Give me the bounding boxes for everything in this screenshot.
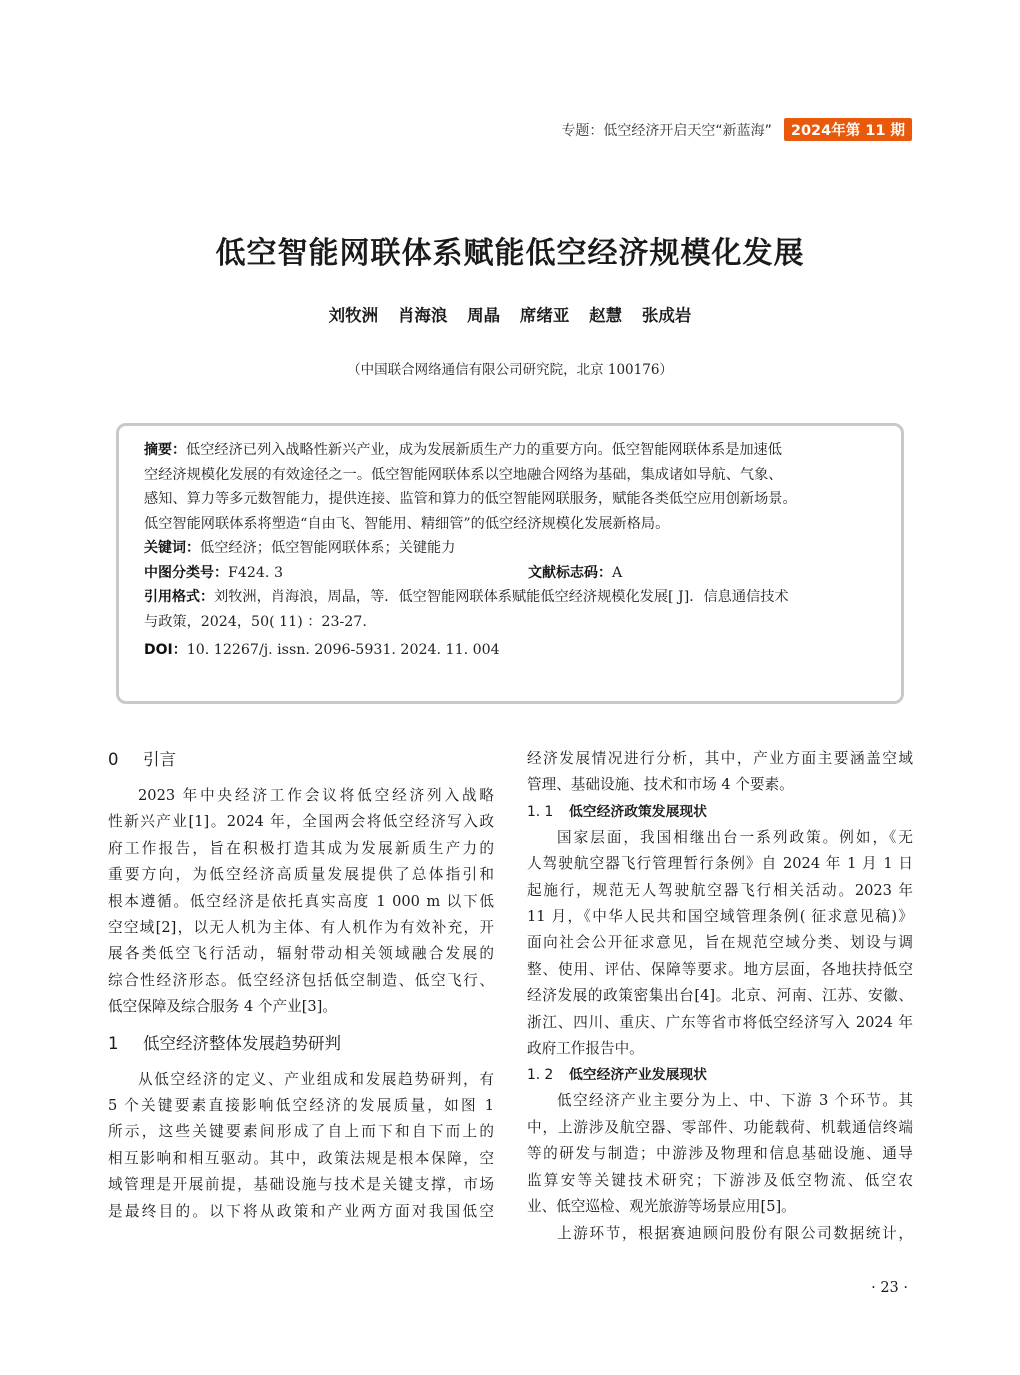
section-number: 1 — [108, 1033, 119, 1053]
paragraph-line: 管理、基础设施、技术和市场 4 个要素。 — [527, 776, 794, 794]
paragraph-line: 整、使用、评估、保障等要求。地方层面，各地扶持低空 — [527, 960, 913, 978]
paragraph-line: 上游环节，根据赛迪顾问股份有限公司数据统计， — [557, 1224, 913, 1242]
doi-line — [144, 638, 877, 663]
subsection-number: 1. 1 — [527, 803, 554, 820]
keywords-label: 关键词： — [144, 540, 200, 556]
running-header — [561, 118, 912, 141]
citation-line: 与政策，2024，50( 11) ：23-27. — [144, 613, 367, 630]
section-heading — [108, 1031, 494, 1057]
paragraph-line: 域管理是开展前提，基础设施与技术是关键支撑，市场 — [108, 1176, 494, 1194]
citation-label: 引用格式： — [144, 589, 214, 605]
paragraph-line: 所示，这些关键要素间形成了自上而下和自下而上的 — [108, 1123, 494, 1141]
clc-label: 中图分类号： — [144, 564, 228, 581]
section-title: 低空经济整体发展趋势研判 — [143, 1033, 341, 1053]
author: 刘牧洲 — [328, 306, 379, 325]
issue-badge: 2024年第 11 期 — [784, 118, 912, 141]
abstract-line — [144, 438, 877, 463]
page-number: · 23 · — [871, 1280, 908, 1296]
abstract-label: 摘要： — [144, 442, 186, 458]
author: 周晶 — [467, 306, 501, 325]
paragraph-line: 从低空经济的定义、产业组成和发展趋势研判，有 — [138, 1070, 494, 1088]
paragraph-line: 重要方向，为低空经济高质量发展提供了总体指引和 — [108, 866, 494, 884]
paragraph-line: 11 月，《中华人民共和国空域管理条例( 征求意见稿)》 — [527, 908, 913, 926]
citation-line — [144, 585, 877, 610]
paragraph-line: 展各类低空飞行活动，辐射带动相关领域融合发展的 — [108, 945, 494, 963]
left-column — [108, 746, 494, 1225]
paragraph-line: 国家层面，我国相继出台一系列政策。例如，《无 — [557, 828, 913, 846]
classification-row — [144, 561, 877, 586]
subsection-number: 1. 2 — [527, 1067, 554, 1084]
subsection-heading — [527, 1062, 913, 1088]
author: 赵慧 — [589, 306, 623, 325]
paragraph-line: 低空保障及综合服务 4 个产业[3]。 — [108, 998, 337, 1016]
paragraph-line: 业、低空巡检、观光旅游等场景应用[5]。 — [527, 1198, 796, 1216]
abstract-line: 低空智能网联体系将塑造“自由飞、智能用、精细管”的低空经济规模化发展新格局。 — [144, 515, 670, 532]
doi-label: DOI： — [144, 642, 187, 658]
paragraph-line: 根本遵循。低空经济是依托真实高度 1 000 m 以下低 — [108, 892, 494, 910]
subsection-title: 低空经济政策发展现状 — [569, 803, 707, 820]
keywords-text: 低空经济；低空智能网联体系；关键能力 — [200, 540, 456, 556]
abstract-text: 低空经济已列入战略性新兴产业，成为发展新质生产力的重要方向。低空智能网联体系是加速低 — [186, 442, 782, 458]
keywords-line — [144, 536, 877, 561]
paragraph-line: 空空域[2]，以无人机为主体、有人机作为有效补充，开 — [108, 919, 494, 937]
paragraph-line: 面向社会公开征求意见，旨在规范空域分类、划设与调 — [527, 934, 913, 952]
section-title: 引言 — [143, 750, 176, 769]
paragraph-line: 浙江、四川、重庆、广东等省市将低空经济写入 2024 年 — [527, 1013, 913, 1031]
clc-value: F424. 3 — [228, 564, 283, 581]
paragraph-line: 是最终目的。以下将从政策和产业两方面对我国低空 — [108, 1202, 494, 1220]
section-number: 0 — [108, 750, 119, 769]
paragraph-line: 府工作报告，旨在积极打造其成为发展新质生产力的 — [108, 839, 494, 857]
abstract-line: 感知、算力等多元数智能力，提供连接、监管和算力的低空智能网联服务，赋能各类低空应用创新场景。 — [144, 491, 797, 507]
paragraph-line: 经济发展的政策密集出台[4]。北京、河南、江苏、安徽、 — [527, 987, 913, 1005]
doc-code-label: 文献标志码： — [528, 564, 612, 581]
paragraph-line: 中，上游涉及航空器、零部件、功能载荷、机载通信终端 — [527, 1118, 913, 1136]
subsection-title: 低空经济产业发展现状 — [569, 1067, 707, 1084]
paragraph-line: 监算安等关键技术研究；下游涉及低空物流、低空农 — [527, 1171, 913, 1189]
paper-title: 低空智能网联体系赋能低空经济规模化发展 — [215, 236, 805, 271]
paragraph-line: 人驾驶航空器飞行管理暂行条例》自 2024 年 1 月 1 日 — [527, 855, 913, 873]
section-heading — [108, 747, 494, 773]
subsection-heading — [527, 799, 913, 825]
doc-code-value: A — [612, 564, 623, 581]
special-topic-label: 专题：低空经济开启天空“新蓝海” — [561, 122, 772, 139]
paragraph-line: 起施行，规范无人驾驶航空器飞行相关活动。2023 年 — [527, 881, 913, 899]
paragraph-line: 低空经济产业主要分为上、中、下游 3 个环节。其 — [557, 1092, 913, 1110]
paragraph-line: 性新兴产业[1]。2024 年，全国两会将低空经济写入政 — [108, 813, 494, 831]
author: 席绪亚 — [519, 306, 570, 325]
right-column — [527, 746, 913, 1247]
author-list — [0, 302, 1020, 326]
abstract-line: 空经济规模化发展的有效途径之一。低空智能网联体系以空地融合网络为基础，集成诸如导航、气象、 — [144, 466, 783, 483]
paragraph-line: 相互影响和相互驱动。其中，政策法规是根本保障，空 — [108, 1149, 494, 1167]
paragraph-line: 5 个关键要素直接影响低空经济的发展质量，如图 1 — [108, 1097, 494, 1115]
author: 张成岩 — [641, 306, 692, 325]
doi-link[interactable]: 10. 12267/j. issn. 2096-5931. 2024. 11. 004 — [186, 642, 500, 658]
paragraph-line: 2023 年中央经济工作会议将低空经济列入战略 — [138, 787, 494, 804]
citation-text: 刘牧洲，肖海浪，周晶，等．低空智能网联体系赋能低空经济规模化发展[ J]．信息通信技术 — [214, 589, 789, 605]
abstract-box — [116, 423, 904, 704]
author: 肖海浪 — [397, 306, 448, 325]
doc-code-field — [528, 561, 622, 586]
paragraph-line: 等的研发与制造；中游涉及物理和信息基础设施、通导 — [527, 1145, 913, 1163]
affiliation: （中国联合网络通信有限公司研究院，北京 100176） — [347, 362, 673, 378]
paragraph-line: 综合性经济形态。低空经济包括低空制造、低空飞行、 — [108, 971, 494, 989]
clc-field — [144, 561, 528, 586]
paragraph-line: 经济发展情况进行分析，其中，产业方面主要涵盖空域 — [527, 750, 913, 767]
paragraph-line: 政府工作报告中。 — [527, 1040, 644, 1058]
